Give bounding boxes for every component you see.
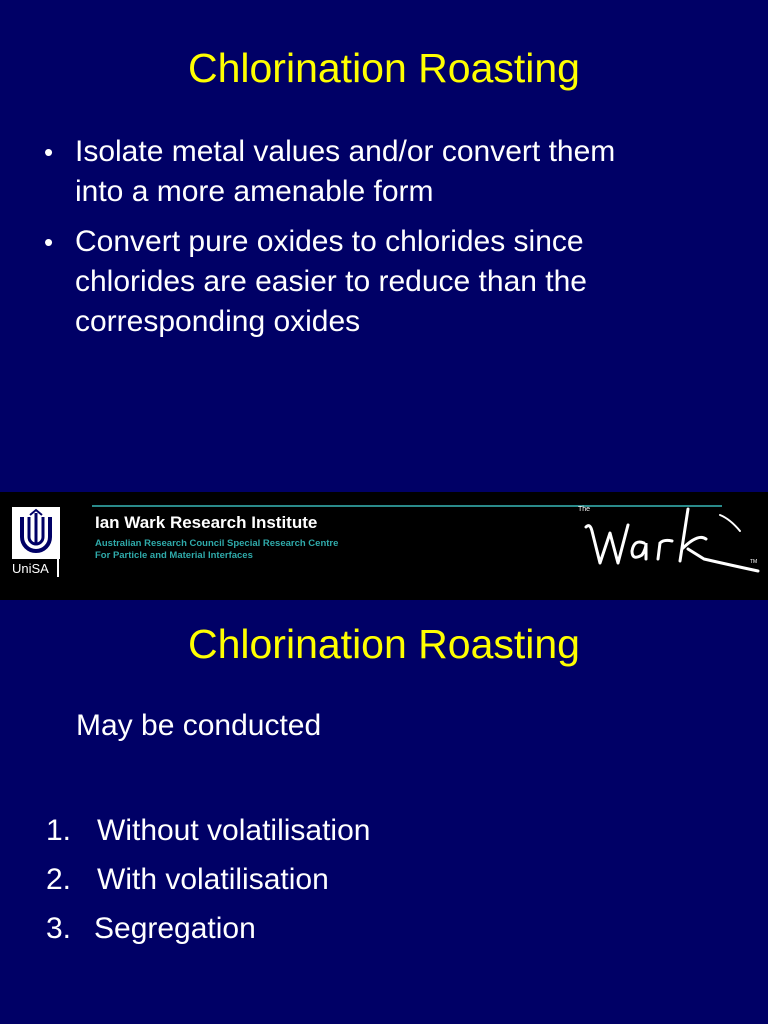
wark-signature-logo-icon bbox=[580, 505, 762, 577]
bullet-item bbox=[44, 132, 744, 212]
slide-2-intro: May be conducted bbox=[76, 709, 322, 742]
bullet-item bbox=[44, 222, 744, 342]
list-item bbox=[46, 855, 370, 904]
slide-2-numbered-list bbox=[46, 806, 370, 953]
list-text: Without volatilisation bbox=[97, 814, 371, 847]
bullet-dot: • bbox=[44, 227, 54, 257]
slide-1-bullet-list bbox=[44, 132, 744, 352]
bullet-text-line: Isolate metal values and/or convert them bbox=[75, 135, 616, 168]
institute-subtitle-1: Australian Research Council Special Research Centre bbox=[95, 538, 339, 549]
slide-2-title: Chlorination Roasting bbox=[187, 621, 580, 667]
list-number: 1. bbox=[46, 814, 72, 847]
list-item bbox=[46, 806, 370, 855]
list-number: 3. bbox=[46, 912, 72, 945]
wark-tm-mark: TM bbox=[750, 559, 758, 565]
bullet-text-line: into a more amenable form bbox=[75, 175, 434, 208]
list-number: 2. bbox=[46, 863, 72, 896]
list-text: With volatilisation bbox=[97, 863, 329, 896]
bullet-text-line: chlorides are easier to reduce than the bbox=[75, 265, 587, 298]
institute-subtitle-2: For Particle and Material Interfaces bbox=[95, 550, 253, 561]
wark-the-label: The bbox=[578, 506, 591, 513]
unisa-wordmark: UniSA bbox=[12, 561, 49, 576]
institute-name: Ian Wark Research Institute bbox=[95, 513, 318, 532]
bullet-dot: • bbox=[44, 137, 54, 167]
bullet-text-line: corresponding oxides bbox=[75, 305, 361, 338]
slide-1-title: Chlorination Roasting bbox=[187, 45, 580, 91]
list-item bbox=[46, 904, 370, 953]
bullet-text-line: Convert pure oxides to chlorides since bbox=[75, 225, 584, 258]
list-text: Segregation bbox=[94, 912, 256, 945]
